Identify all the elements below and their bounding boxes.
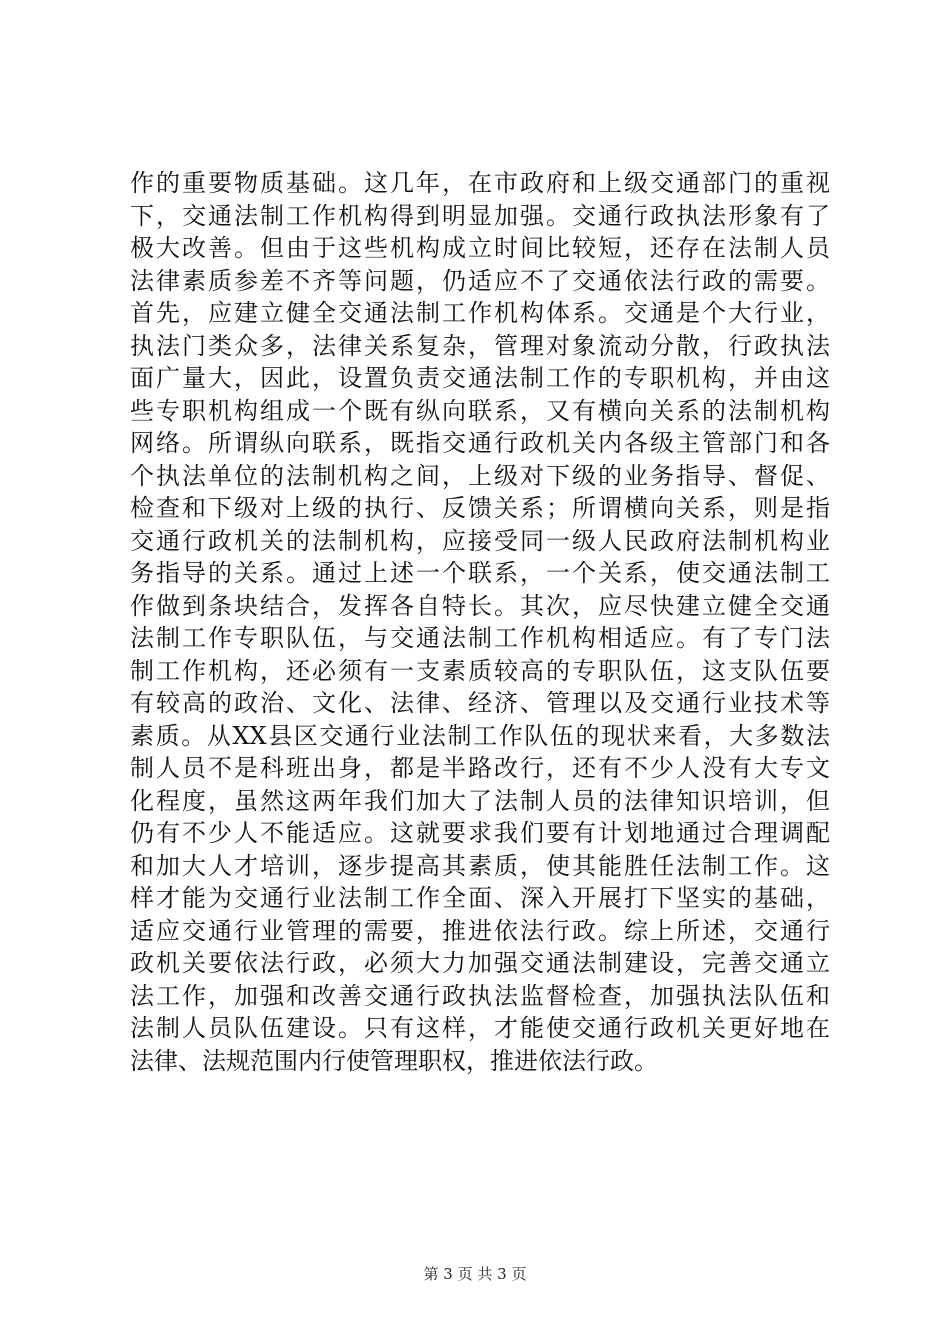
text-line: 下，交通法制工作机构得到明显加强。交通行政执法形象有了 (130, 201, 830, 230)
text-line: 政机关要依法行政，必须大力加强交通法制建设，完善交通立 (130, 949, 830, 977)
page-number-footer: 第 3 页 共 3 页 (423, 1265, 527, 1283)
text-line: 交通行政机关的法制机构，应接受同一级人民政府法制机构业 (130, 526, 830, 555)
text-line: 检查和下级对上级的执行、反馈关系；所谓横向关系，则是指 (130, 494, 830, 522)
text-line: 有较高的政治、文化、法律、经济、管理以及交通行业技术等 (130, 689, 830, 717)
text-line: 些专职机构组成一个既有纵向联系，又有横向关系的法制机构 (130, 396, 830, 425)
text-line: 面广量大，因此，设置负责交通法制工作的专职机构，并由这 (130, 364, 830, 392)
body-text (130, 167, 830, 1077)
text-line: 作的重要物质基础。这几年，在市政府和上级交通部门的重视 (130, 169, 830, 197)
text-line: 制人员不是科班出身，都是半路改行，还有不少人没有大专文 (130, 754, 830, 782)
text-line: 作做到条块结合，发挥各自特长。其次，应尽快建立健全交通 (130, 591, 830, 620)
text-line: 个执法单位的法制机构之间，上级对下级的业务指导、督促、 (130, 461, 830, 490)
text-line: 法律、法规范围内行使管理职权，推进依法行政。 (130, 1046, 658, 1075)
text-line: 素质。从XX县区交通行业法制工作队伍的现状来看，大多数法 (130, 721, 830, 750)
text-line: 极大改善。但由于这些机构成立时间比较短，还存在法制人员 (130, 234, 830, 262)
text-line: 网络。所谓纵向联系，既指交通行政机关内各级主管部门和各 (130, 429, 830, 457)
text-line: 仍有不少人不能适应。这就要求我们要有计划地通过合理调配 (130, 819, 830, 847)
text-line: 适应交通行业管理的需要，推进依法行政。综上所述，交通行 (130, 916, 830, 945)
text-line: 首先，应建立健全交通法制工作机构体系。交通是个大行业， (130, 299, 830, 327)
text-line: 样才能为交通行业法制工作全面、深入开展打下坚实的基础， (130, 884, 830, 912)
text-line: 和加大人才培训，逐步提高其素质，使其能胜任法制工作。这 (130, 851, 830, 880)
text-line: 务指导的关系。通过上述一个联系，一个关系，使交通法制工 (130, 559, 830, 587)
text-line: 法制工作专职队伍，与交通法制工作机构相适应。有了专门法 (130, 624, 830, 652)
text-line: 执法门类众多，法律关系复杂，管理对象流动分散，行政执法 (130, 331, 830, 360)
text-line: 法律素质参差不齐等问题，仍适应不了交通依法行政的需要。 (130, 266, 830, 295)
text-line: 法工作，加强和改善交通行政执法监督检查，加强执法队伍和 (130, 981, 830, 1010)
text-line: 化程度，虽然这两年我们加大了法制人员的法律知识培训，但 (130, 786, 830, 815)
text-line: 制工作机构，还必须有一支素质较高的专职队伍，这支队伍要 (130, 656, 830, 685)
text-line: 法制人员队伍建设。只有这样，才能使交通行政机关更好地在 (130, 1014, 830, 1042)
